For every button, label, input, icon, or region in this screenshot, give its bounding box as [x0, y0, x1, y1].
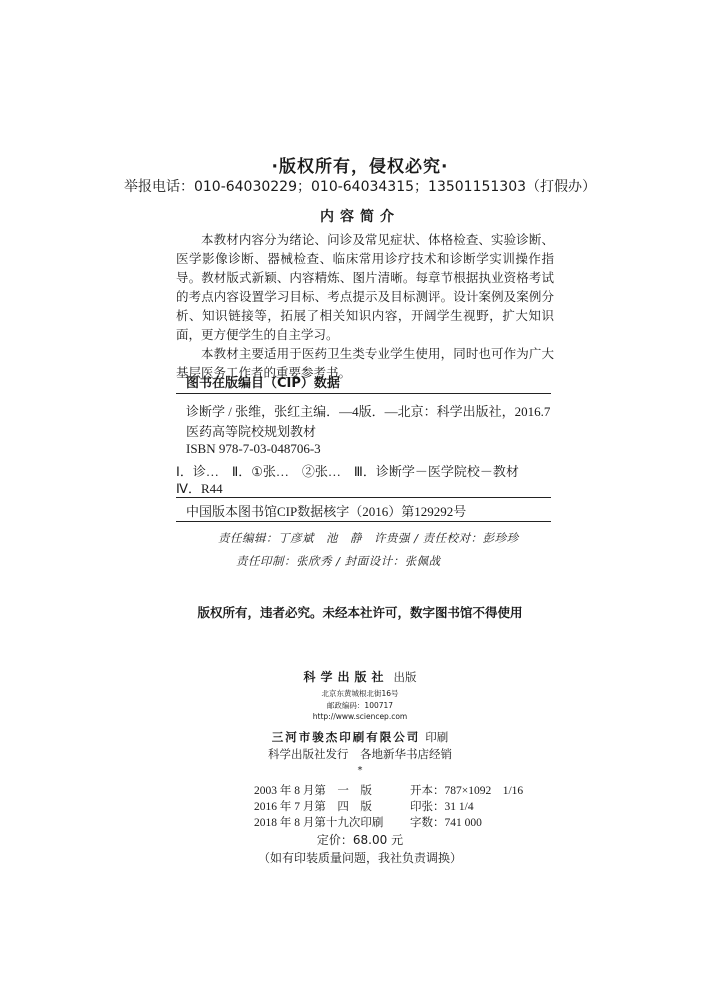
cip-bottom-rule	[176, 521, 551, 522]
edition-right-2: 印张：31 1/4	[410, 801, 474, 813]
edition-left-1: 2003 年 8 月第 一 版	[254, 785, 372, 797]
cip-classification-2: Ⅳ．R44	[176, 481, 223, 496]
cip-top-rule	[176, 393, 551, 394]
distribution-line: 科学出版社发行 各地新华书店经销	[268, 747, 452, 761]
credits-line-2: 责任印制：张欣秀 / 封面设计：张佩战	[236, 554, 441, 568]
printer-suffix: 印刷	[425, 730, 449, 744]
copyright-title: ·版权所有，侵权必究·	[271, 157, 449, 177]
separator-star: *	[357, 765, 363, 776]
publisher-url: http://www.sciencep.com	[312, 712, 408, 721]
publisher-name: 科学出版社	[303, 670, 389, 684]
publisher-address: 北京东黄城根北街16号	[321, 689, 399, 698]
intro-paragraph-2: 本教材主要适用于医药卫生类专业学生使用，同时也可作为广大基层医务工作者的重要参考书。	[176, 346, 554, 380]
cip-heading: 图书在版编目（CIP）数据	[186, 376, 340, 391]
cip-isbn: ISBN 978-7-03-048706-3	[186, 441, 321, 456]
publisher-suffix: 出版	[393, 670, 417, 684]
cip-approval: 中国版本图书馆CIP数据核字（2016）第129292号	[186, 504, 467, 519]
cip-line-2: 医药高等院校规划教材	[186, 424, 317, 439]
publisher-line	[0, 666, 720, 685]
printer-name: 三河市骏杰印刷有限公司	[271, 730, 421, 744]
credits-line-1: 责任编辑：丁彦斌 池 静 许贵强 / 责任校对：彭珍珍	[218, 531, 519, 545]
publisher-postcode: 邮政编码：100717	[326, 701, 394, 710]
edition-right-3: 字数：741 000	[410, 817, 482, 829]
edition-left-2: 2016 年 7 月第 四 版	[254, 801, 372, 813]
copyright-notice: 版权所有，违者必究。未经本社许可，数字图书馆不得使用	[197, 605, 523, 620]
printer-line	[0, 726, 720, 745]
cip-line-1: 诊断学 / 张维，张红主编．—4版．—北京：科学出版社，2016.7	[186, 404, 551, 419]
price: 定价：68.00 元	[316, 833, 404, 847]
intro-title: 内容简介	[320, 209, 400, 225]
edition-left-3: 2018 年 8 月第十九次印刷	[254, 817, 384, 829]
intro-text	[176, 230, 554, 382]
intro-paragraph-1: 本教材内容分为绪论、问诊及常见症状、体格检查、实验诊断、医学影像诊断、器械检查、临床常用诊疗技术和诊断学实训操作指导。教材版式新颖、内容精炼、图片清晰。每章节根据执业资格考试的考点内容设置学习目标、考点提示及目标测评。设计案例及案例分析、知识链接等，拓展了相关知识内容，开阔学生视野，扩大知识面，更方便学生的自主学习。	[176, 232, 554, 342]
report-phone: 举报电话：010-64030229；010-64034315；13501151303（打假办）	[123, 179, 597, 195]
edition-right-1: 开本：787×1092 1/16	[410, 785, 524, 797]
cip-middle-rule	[176, 497, 551, 498]
quality-note: （如有印装质量问题，我社负责调换）	[257, 851, 462, 865]
cip-classification-1: Ⅰ．诊… Ⅱ．①张… ②张… Ⅲ．诊断学－医学院校－教材	[176, 464, 519, 479]
